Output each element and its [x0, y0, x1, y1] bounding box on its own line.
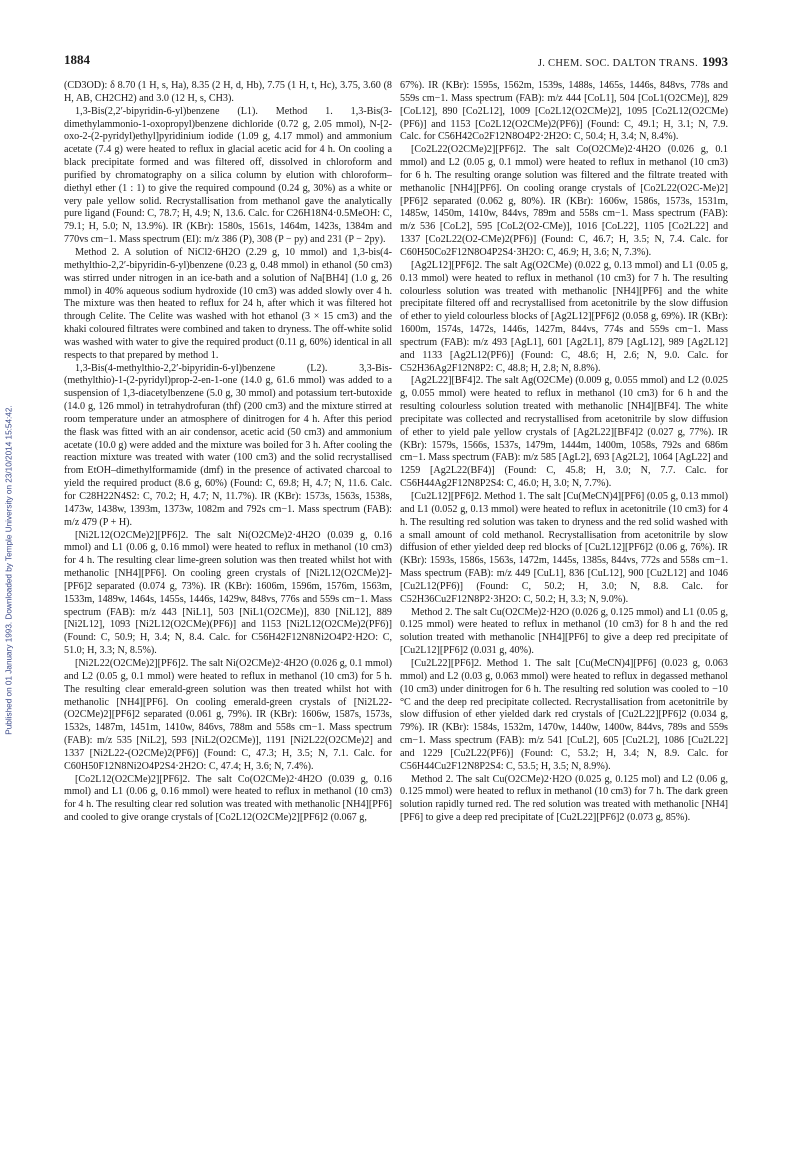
paragraph: 67%). IR (KBr): 1595s, 1562m, 1539s, 1488s, 1465s, 1446s, 848vs, 778s and 559s cm−1. Mass spectrum (FAB): m/z 444 [CoL1], 504 [CoL1(O2CMe)], 829 [CoL12], 890 [Co2L12], 1009 [Co2L12(O2CMe)2], 1095 [Co2L12(O2CMe)(PF6)] and 1153 [Co2L12(O2CMe)2(PF6)] (Found: C, 49.1; H, 3.1; N, 7.9. Calc. for C56H42Co2F12N8O4P2·2H2O: C, 50.4; H, 3.4; N, 8.4%). [400, 80, 728, 143]
right-column [400, 80, 728, 1110]
page-number: 1884 [64, 52, 90, 67]
paragraph: [Ni2L12(O2CMe)2][PF6]2. The salt Ni(O2CMe)2·4H2O (0.039 g, 0.16 mmol) and L1 (0.06 g, 0.16 mmol) were heated to reflux in methanol (10 cm3) for 4 h. The resulting clear lime-green solution was then treated whilst hot with methanolic [NH4][PF6]. On cooling green crystals of [Ni2L12(O2CMe)2]-[PF6]2 separated (0.074 g, 73%). IR (KBr): 1606m, 1596m, 1576m, 1563m, 1533m, 1489w, 1464s, 1455s, 1446s, 1429w, 848vs, 776s and 559s cm−1. Mass spectrum (FAB): m/z 443 [NiL1], 503 [NiL1(O2CMe)], 830 [NiL12], 889 [Ni2L12], 1093 [Ni2L12(O2CMe)(PF6)] and 1153 [Ni2L12(O2CMe)2(PF6)] (Found: C, 50.9; H, 3.4; N, 8.4. Calc. for C56H42F12N8Ni2O4P2·H2O: C, 51.0; H, 3.3; N, 8.5%). [64, 529, 392, 657]
watermark-text: Published on 01 January 1993. Downloaded by Temple University on 23/10/2014 15:54:42. [4, 405, 14, 735]
paragraph: Method 2. The salt Cu(O2CMe)2·H2O (0.026 g, 0.125 mmol) and L1 (0.05 g, 0.125 mmol) were heated to reflux in methanol (10 cm3) for 8 h and the red solution treated with methanolic [NH4][PF6] to give a deep red precipitate of [Cu2L12][PF6]2 (0.031 g, 40%). [400, 606, 728, 657]
paragraph: Method 2. A solution of NiCl2·6H2O (2.29 g, 10 mmol) and 1,3-bis(4-methylthio-2,2′-bipyridin-6-yl)benzene (0.23 g, 0.48 mmol) in ethanol (50 cm3) was stirred under nitrogen in an ice-bath and a solution of Na[BH4] (1.0 g, 26 mmol) in 40% aqueous sodium hydroxide (10 cm3) was added slowly over 4 h. The mixture was then heated to reflux for 24 h, after which it was filtered hot through Celite. The Celite was washed with hot ethanol (3 × 15 cm3) and the khaki coloured filtrates were combined and taken to dryness. The off-white solid was washed with water to give the required product (0.11 g, 60%) identical in all respects to that prepared by method 1. [64, 246, 392, 361]
journal-year: 1993 [702, 54, 728, 69]
paragraph: Method 2. The salt Cu(O2CMe)2·H2O (0.025 g, 0.125 mol) and L2 (0.06 g, 0.125 mmol) were heated to reflux in methanol (10 cm3) for 7 h. The dark green solution rapidly turned red. The red solution was treated with methanolic [NH4][PF6] to give a deep red precipitate of [Cu2L22][PF6]2 (0.073 g, 85%). [400, 773, 728, 824]
paragraph: [Ni2L22(O2CMe)2][PF6]2. The salt Ni(O2CMe)2·4H2O (0.026 g, 0.1 mmol) and L2 (0.05 g, 0.1 mmol) were heated to reflux in methanol (10 cm3) for 5 h. The resulting clear emerald-green solution was then treated whilst hot with methanolic [NH4][PF6]. On cooling emerald-green crystals of [Ni2L22-(O2CMe)2][PF6]2 separated (0.061 g, 79%). IR (KBr): 1606w, 1587s, 1573s, 1532s, 1487m, 1451m, 1410w, 846vs, 788m and 558s cm−1. Mass spectrum (FAB): m/z 535 [NiL2], 593 [NiL2(O2CMe)], 1191 [Ni2L22(O2CMe)2] and 1337 [Ni2L22-(O2CMe)2(PF6)] (Found: C, 47.3; H, 3.5; N, 7.1. Calc. for C60H50F12N8Ni2O4P2S4·2H2O: C, 47.4; H, 3.6; N, 7.4%). [64, 657, 392, 772]
journal-title [538, 54, 728, 70]
paragraph: [Ag2L22][BF4]2. The salt Ag(O2CMe) (0.009 g, 0.055 mmol) and L2 (0.025 g, 0.055 mmol) were heated to reflux in methanol (10 cm3) for 6 h and the resulting colourless solution treated with methanolic [NH4][BF4]. The white precipitate was collected and recrystallised from acetonitrile by slow diffusion of ether to yield pale yellow crystals of [Ag2L22][BF4]2 (0.027 g, 77%). IR (KBr): 1579s, 1566s, 1537s, 1479m, 1444m, 1400m, 1058s, 792s and 686m cm−1. Mass spectrum (FAB): m/z 585 [AgL2], 693 [Ag2L2], 1064 [AgL22] and 1259 [Ag2L22(BF4)] (Found: C, 45.8; H, 3.0; N, 7.7. Calc. for C56H44Ag2F12N8P2S4: C, 46.0; H, 3.0; N, 7.7%). [400, 375, 728, 490]
download-watermark [2, 300, 16, 840]
paragraph: 1,3-Bis(2,2′-bipyridin-6-yl)benzene (L1). Method 1. 1,3-Bis(3-dimethylammonio-1-oxopropyl)benzene dichloride (0.72 g, 2.05 mmol), N-[2-oxo-2-(2-pyridyl)ethyl]pyridinium iodide (1.09 g, 4.17 mmol) and ammonium acetate (7.4 g) were heated to reflux in glacial acetic acid for 4 h. On cooling a black precipitate formed and was filtered off, dissolved in chloroform and purified by chromatography on a silica column by elution with chloroform–diethyl ether (1 : 1) to give the required compound (0.24 g, 30%) as a white or very pale yellow solid. Recrystallisation from methanol gave the analytically pure ligand (Found: C, 78.7; H, 4.9; N, 13.6. Calc. for C26H18N4·0.5MeOH: C, 79.1; H, 5.0; N, 13.9%). IR (KBr): 1580s, 1561s, 1464m, 1423s, 1384m and 770vs cm−1. Mass spectrum (EI): m/z 386 (P), 308 (P − py) and 231 (P − 2py). [64, 105, 392, 246]
paragraph: 1,3-Bis(4-methylthio-2,2′-bipyridin-6-yl)benzene (L2). 3,3-Bis-(methylthio)-1-(2-pyridyl)prop-2-en-1-one (14.0 g, 61.6 mmol) was added to a suspension of 1,3-diacetylbenzene (5.0 g, 30 mmol) and potassium tert-butoxide (14.0 g, 126 mmol) in tetrahydrofuran (thf) (200 cm3) and the mixture stirred at room temperature under an atmosphere of dinitrogen for 4 h. After this period the flask was fitted with an air condensor, acetic acid (50 cm3) and ammonium acetate (10.0 g) were added and the mixture was boiled for 3 h. After cooling the reaction mixture was treated with water (100 cm3) and the solid recrystallised from EtOH–dimethylformamide (dmf) in the presence of activated charcoal to yield the required product (8.6 g, 60%) (Found: C, 69.8; H, 4.7; N, 11.6. Calc. for C28H22N4S2: C, 70.2; H, 4.7; N, 11.7%). IR (KBr): 1573s, 1563s, 1538s, 1473w, 1438w, 1393m, 1373w, 1082m and 792s cm−1. Mass spectrum (FAB): m/z 479 (P + H). [64, 362, 392, 528]
journal-name: J. CHEM. SOC. DALTON TRANS. [537, 58, 698, 69]
paragraph: [Co2L12(O2CMe)2][PF6]2. The salt Co(O2CMe)2·4H2O (0.039 g, 0.16 mmol) and L1 (0.06 g, 0.16 mmol) were heated to reflux in methanol (10 cm3) for 4 h. The resulting clear red solution was treated with methanolic [NH4][PF6] and cooled to give orange crystals of [Co2L12(O2CMe)2][PF6]2 (0.067 g, [64, 773, 392, 824]
paragraph: [Ag2L12][PF6]2. The salt Ag(O2CMe) (0.022 g, 0.13 mmol) and L1 (0.05 g, 0.13 mmol) were heated to reflux in methanol (10 cm3) for 7 h. The resulting colourless solution was treated with methanolic [NH4][PF6] and the white precipitate filtered off and recrystallised from acetonitrile by the slow diffusion of ether to yield colourless blocks of [Ag2L12][PF6]2 (0.058 g, 69%). IR (KBr): 1600m, 1574s, 1472s, 1446s, 1427m, 844vs, 774s and 559s cm−1. Mass spectrum (FAB): m/z 493 [AgL1], 601 [Ag2L1], 879 [AgL12], 989 [Ag2L12] and 1133 [Ag2L12(PF6)] (Found: C, 48.6; H, 2.6; N, 9.0. Calc. for C52H36Ag2F12N8P2: C, 48.8; H, 2.8; N, 8.8%). [400, 259, 728, 374]
paragraph: (CD3OD): δ 8.70 (1 H, s, Ha), 8.35 (2 H, d, Hb), 7.75 (1 H, t, Hc), 3.75, 3.60 (8 H, AB, CH2CH2) and 3.0 (12 H, s, CH3). [64, 80, 392, 104]
page-header [64, 52, 728, 70]
paragraph: [Cu2L12][PF6]2. Method 1. The salt [Cu(MeCN)4][PF6] (0.05 g, 0.13 mmol) and L1 (0.052 g, 0.13 mmol) were heated to reflux in acetonitrile (10 cm3) for 4 h. The resulting red solution was taken to dryness and the red solid washed with a small amount of cold methanol. Recrystallisation from acetonitrile by slow diffusion of ether yielded deep red blocks of [Cu2L12][PF6]2 (0.06 g, 76%). IR (KBr): 1593s, 1586s, 1563s, 1472m, 1445s, 1385s, 844vs, 772s and 558s cm−1. Mass spectrum (FAB): m/z 449 [CuL1], 836 [CuL12], 900 [Cu2L12] and 1046 [Cu2L12(PF6)] (Found: C, 50.2; H, 3.0; N, 8.8. Calc. for C52H36Cu2F12N8P2·3H2O: C, 50.2; H, 3.3; N, 9.0%). [400, 491, 728, 605]
paragraph: [Co2L22(O2CMe)2][PF6]2. The salt Co(O2CMe)2·4H2O (0.026 g, 0.1 mmol) and L2 (0.05 g, 0.1 mmol) were heated to reflux in methanol (10 cm3) for 6 h. The resulting orange solution was filtered and the filtrate treated with methanolic [NH4][PF6]. On cooling orange crystals of [Co2L22(O2C-Me)2][PF6]2 separated (0.062 g, 80%). IR (KBr): 1606w, 1586s, 1573s, 1531m, 1485w, 1450m, 1410w, 844vs, 789m and 558s cm−1. Mass spectrum (FAB): m/z 536 [CoL2], 595 [CoL2(O2-CMe)], 1016 [CoL22], 1105 [Co2L22] and 1337 [Co2L22(O2-CMe)2(PF6)] (Found: C, 46.7; H, 3.5; N, 7.4. Calc. for C60H50Co2F12N8O4P2S4·3H2O: C, 46.9; H, 3.6; N, 7.3%). [400, 144, 728, 258]
paragraph: [Cu2L22][PF6]2. Method 1. The salt [Cu(MeCN)4][PF6] (0.023 g, 0.063 mmol) and L2 (0.03 g, 0.063 mmol) were heated to reflux in degassed methanol (10 cm3) under dinitrogen for 6 h. The resulting red solution was cooled to −10 °C and the deep red precipitate collected. Recrystallisation from acetonitrile by slow diffusion of ether yielded dark red crystals of [Cu2L22][PF6]2 (0.034 g, 79%). IR (KBr): 1584s, 1532m, 1470w, 1440w, 1400w, 844vs, 789s and 559s cm−1. Mass spectrum (FAB): m/z 541 [CuL2], 605 [Cu2L2], 1086 [Cu2L22] and 1229 [Cu2L22(PF6)] (Found: C, 53.2; H, 3.4; N, 8.9. Calc. for C56H44Cu2F12N8P2S4: C, 53.5; H, 3.5; N, 8.9%). [400, 657, 728, 772]
left-column [64, 80, 392, 1110]
